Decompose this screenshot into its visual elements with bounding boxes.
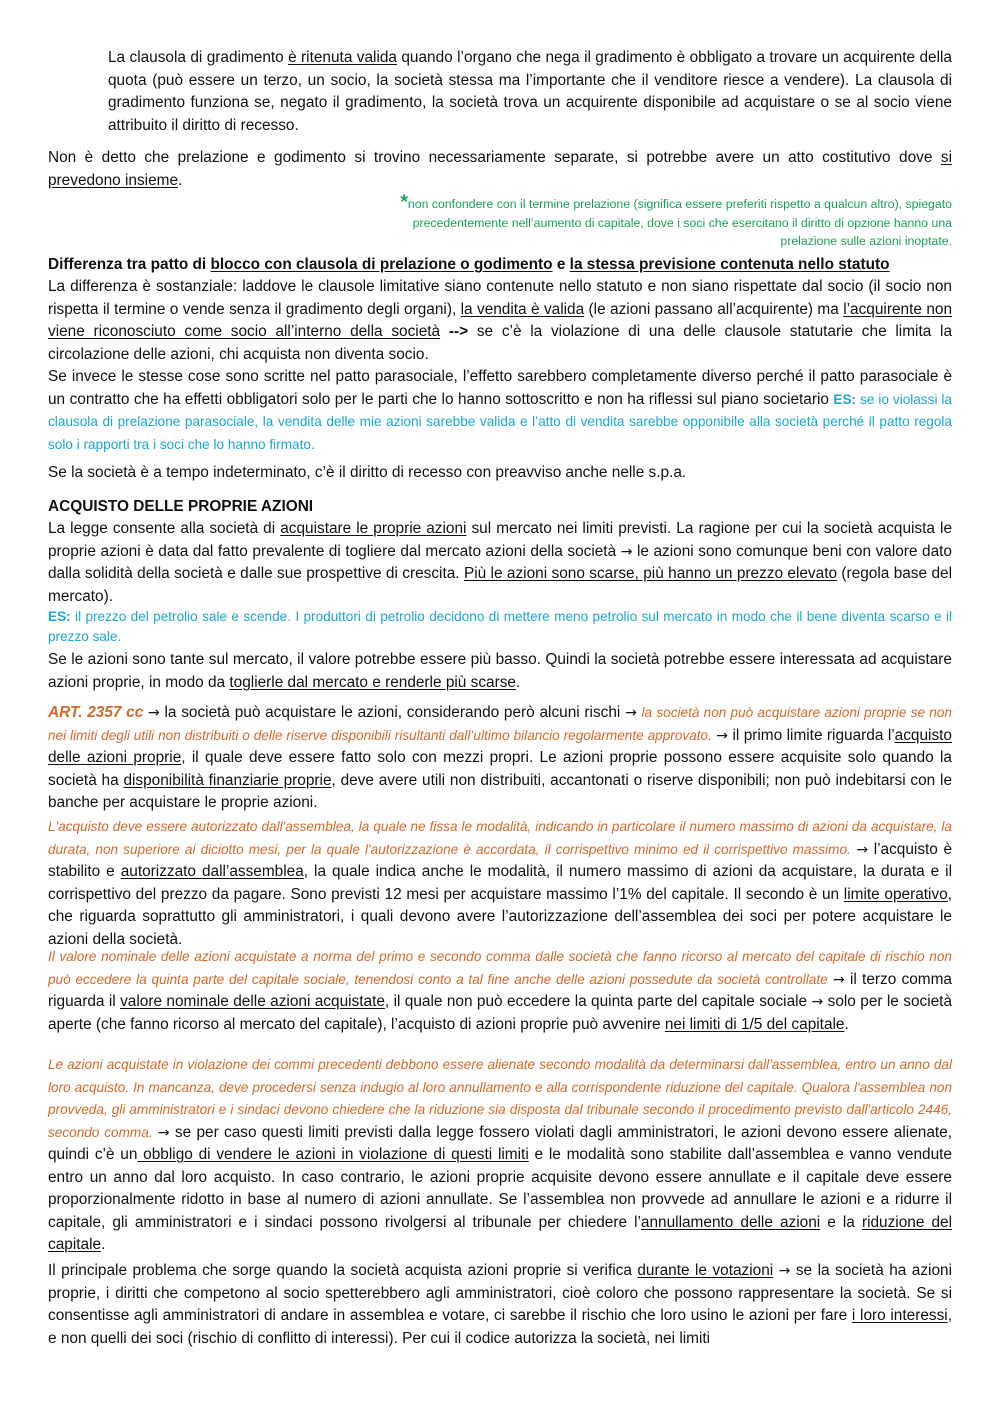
side-note: *non confondere con il termine prelazione (significa essere preferiti rispetto a qualcun altro), spiegato precedentemente nell’aumento di capitale, dove i soci che esercitano il diritto di opzione hanno una prelazione sulle azioni inoptate.: [400, 192, 952, 248]
paragraph-votazioni: Il principale problema che sorge quando la società acquista azioni proprie si verifica durante le votazioni → se la società ha azioni proprie, i diritti che competono al socio spetterebbero agli amministratori, cioè coloro che possono rappresentare la società. Se si consentisse agli amministratori di andare in assemblea e votare, ci sarebbe il rischio che loro usino le azioni per fare i loro interessi, e non quelli dei soci (rischio di conflitto di interessi). Per cui il codice autorizza la società, nei limiti: [48, 1262, 953, 1347]
arrow-right-icon: →: [716, 727, 729, 744]
example-petrolio: ES: il prezzo del petrolio sale e scende. I produttori di petrolio decidono di mettere meno petrolio sul mercato in modo che il bene diventa scarso e il prezzo sale.: [48, 609, 952, 644]
arrow-right-icon: →: [856, 841, 869, 858]
arrow-right-icon: →: [832, 971, 845, 988]
law-quote: la società non può acquistare azioni proprie se non nei limiti degli utili non distribuiti o delle riserve disponibili risultanti dall’ultimo bilancio regolarmente approvato.: [48, 705, 952, 743]
heading-differenza: Differenza tra patto di blocco con clausola di prelazione o godimento e la stessa previsione contenuta nello statuto: [48, 256, 890, 273]
law-quote: L'acquisto deve essere autorizzato dall'assemblea, la quale ne fissa le modalità, indicando in particolare il numero massimo di azioni da acquistare, la durata, non superiore ai diciotto mesi, per la quale l'autorizzazione è accordata, il corrispettivo minimo ed il corrispettivo massimo.: [48, 819, 952, 857]
law-quote: Le azioni acquistate in violazione dei commi precedenti debbono essere alienate secondo modalità da determinarsi dall'assemblea, entro un anno dal loro acquisto. In mancanza, deve procedersi senza indugio al loro annullamento e alla corrispondente riduzione del capitale. Qualora l'assemblea non provveda, gli amministratori e i sindaci devono chiedere che la riduzione sia disposta dal tribunale secondo il procedimento previsto dall'articolo 2446, secondo comma.: [48, 1057, 952, 1140]
paragraph-differenza-sostanziale: La differenza è sostanziale: laddove le clausole limitative siano contenute nello statuto e non siano rispettate dal socio (il socio non rispetta il termine o vende senza il gradimento degli organi), la vendita è valida (le azioni passano all’acquirente) ma l’acquirente non viene riconosciuto come socio all’interno della società --> se c’è la violazione di una delle clausole statutarie che limita la circolazione delle azioni, chi acquista non diventa socio.: [48, 278, 953, 363]
asterisk-icon: *: [400, 192, 408, 213]
arrow-right-icon: →: [811, 994, 824, 1010]
article-reference: ART. 2357 cc: [48, 704, 144, 721]
paragraph-tempo-indeterminato: Se la società è a tempo indeterminato, c’è il diritto di recesso con preavviso anche nelle s.p.a.: [48, 464, 687, 481]
law-quote: Il valore nominale delle azioni acquistate a norma del primo e secondo comma dalle società che fanno ricorso al mercato del capitale di rischio non può eccedere la quinta parte del capitale sociale, tenendosi conto a tal fine anche delle azioni possedute da società controllate: [48, 949, 952, 987]
paragraph-azioni-tante: Se le azioni sono tante sul mercato, il valore potrebbe essere più basso. Quindi la società potrebbe essere interessata ad acquistare azioni proprie, in modo da toglierle dal mercato e renderle più scarse.: [48, 651, 952, 691]
arrow-right-icon: →: [157, 1124, 170, 1141]
paragraph-clausola-gradimento: La clausola di gradimento è ritenuta valida quando l’organo che nega il gradimento è obbligato a trovare un acquirente della quota (può essere un terzo, un socio, la società stessa ma l’importante che il venditore riesce a vendere). La clausola di gradimento funziona se, negato il gradimento, la società trova un acquirente disponibile ad acquistare o se al socio viene attribuito il diritto di recesso.: [108, 49, 952, 134]
arrow-right-icon: →: [148, 705, 160, 721]
paragraph-autorizzazione-assemblea: L'acquisto deve essere autorizzato dall'assemblea, la quale ne fissa le modalità, indicando in particolare il numero massimo di azioni da acquistare, la durata, non superiore ai diciotto mesi, per la quale l'autorizzazione è accordata, il corrispettivo minimo ed il corrispettivo massimo. → l’acquisto è stabilito e autorizzato dall’assemblea, la quale indica anche le modalità, il numero massimo di azioni da acquistare, la durata e il corrispettivo del prezzo da pagare. Sono previsti 12 mesi per acquistare massimo l’1% del capitale. Il secondo è un limite operativo, che riguarda soprattutto gli amministratori, i quali devono avere l’autorizzazione dell’assemblea dei soci per potere acquistare le azioni della società.: [48, 819, 953, 948]
paragraph-art-2357: ART. 2357 cc → la società può acquistare le azioni, considerando però alcuni rischi → la società non può acquistare azioni proprie se non nei limiti degli utili non distribuiti o delle riserve disponibili risultanti dall’ultimo bilancio regolarmente approvato. → il primo limite riguarda l’acquisto delle azioni proprie, il quale deve essere fatto solo con mezzi propri. Le azioni proprie possono essere acquisite solo quando la società ha disponibilità finanziarie proprie, deve avere utili non distribuiti, accantonati o riserve disponibili; non può indebitarsi con le banche per acquistare le proprie azioni.: [48, 704, 953, 811]
paragraph-patto-parasociale: Se invece le stesse cose sono scritte nel patto parasociale, l’effetto sarebbero completamente diverso perché il patto parasociale è un contratto che ha effetti obbligatori solo per le parti che lo hanno sottoscritto e non ha riflessi sul piano societario ES: se io violassi la clausola di prelazione parasociale, la vendita delle mie azioni sarebbe valida e l’atto di vendita sarebbe opponibile alla società perché il patto regola solo i rapporti tra i soci che lo hanno firmato.: [48, 368, 953, 452]
paragraph-prelazione-godimento: Non è detto che prelazione e godimento si trovino necessariamente separate, si potrebbe avere un atto costitutivo dove si prevedono insieme.: [48, 149, 952, 189]
paragraph-legge-consente: La legge consente alla società di acquistare le proprie azioni sul mercato nei limiti previsti. La ragione per cui la società acquista le proprie azioni è data dal fatto prevalente di togliere dal mercato azioni della società → le azioni sono comunque beni con valore dato dalla solidità della società e dalle sue prospettive di crescita. Più le azioni sono scarse, più hanno un prezzo elevato (regola base del mercato).: [48, 520, 953, 605]
arrow-right-icon: →: [620, 543, 633, 560]
paragraph-valore-nominale: Il valore nominale delle azioni acquistate a norma del primo e secondo comma dalle società che fanno ricorso al mercato del capitale di rischio non può eccedere la quinta parte del capitale sociale, tenendosi conto a tal fine anche delle azioni possedute da società controllate → il terzo comma riguarda il valore nominale delle azioni acquistate, il quale non può eccedere la quinta parte del capitale sociale → solo per le società aperte (che fanno ricorso al mercato del capitale), l’acquisto di azioni proprie può avvenire nei limiti di 1/5 del capitale.: [48, 949, 953, 1033]
arrow-right-icon: →: [778, 1263, 791, 1279]
arrow-right-icon: →: [625, 705, 637, 721]
paragraph-alienazione-azioni: Le azioni acquistate in violazione dei commi precedenti debbono essere alienate secondo modalità da determinarsi dall'assemblea, entro un anno dal loro acquisto. In mancanza, deve procedersi senza indugio al loro annullamento e alla corrispondente riduzione del capitale. Qualora l'assemblea non provveda, gli amministratori e i sindaci devono chiedere che la riduzione sia disposta dal tribunale secondo il procedimento previsto dall'articolo 2446, secondo comma. → se per caso questi limiti previsti dalla legge fossero violati dagli amministratori, le azioni devono essere alienate, quindi c’è un obbligo di vendere le azioni in violazione di questi limiti e le modalità sono stabilite dall’assemblea e vanno vendute entro un anno dal loro acquisto. In caso contrario, le azioni proprie acquisite devono essere annullate e il capitale deve essere proporzionalmente ridotto in base al numero di azioni annullate. Se l’assemblea non provvede ad annullare le azioni e a ridurre il capitale, gli amministratori e i sindaci possono rivolgersi al tribunale per chiedere l’annullamento delle azioni e la riduzione del capitale.: [48, 1057, 952, 1253]
heading-acquisto-azioni: ACQUISTO DELLE PROPRIE AZIONI: [48, 498, 314, 515]
arrow-icon: -->: [440, 323, 477, 340]
